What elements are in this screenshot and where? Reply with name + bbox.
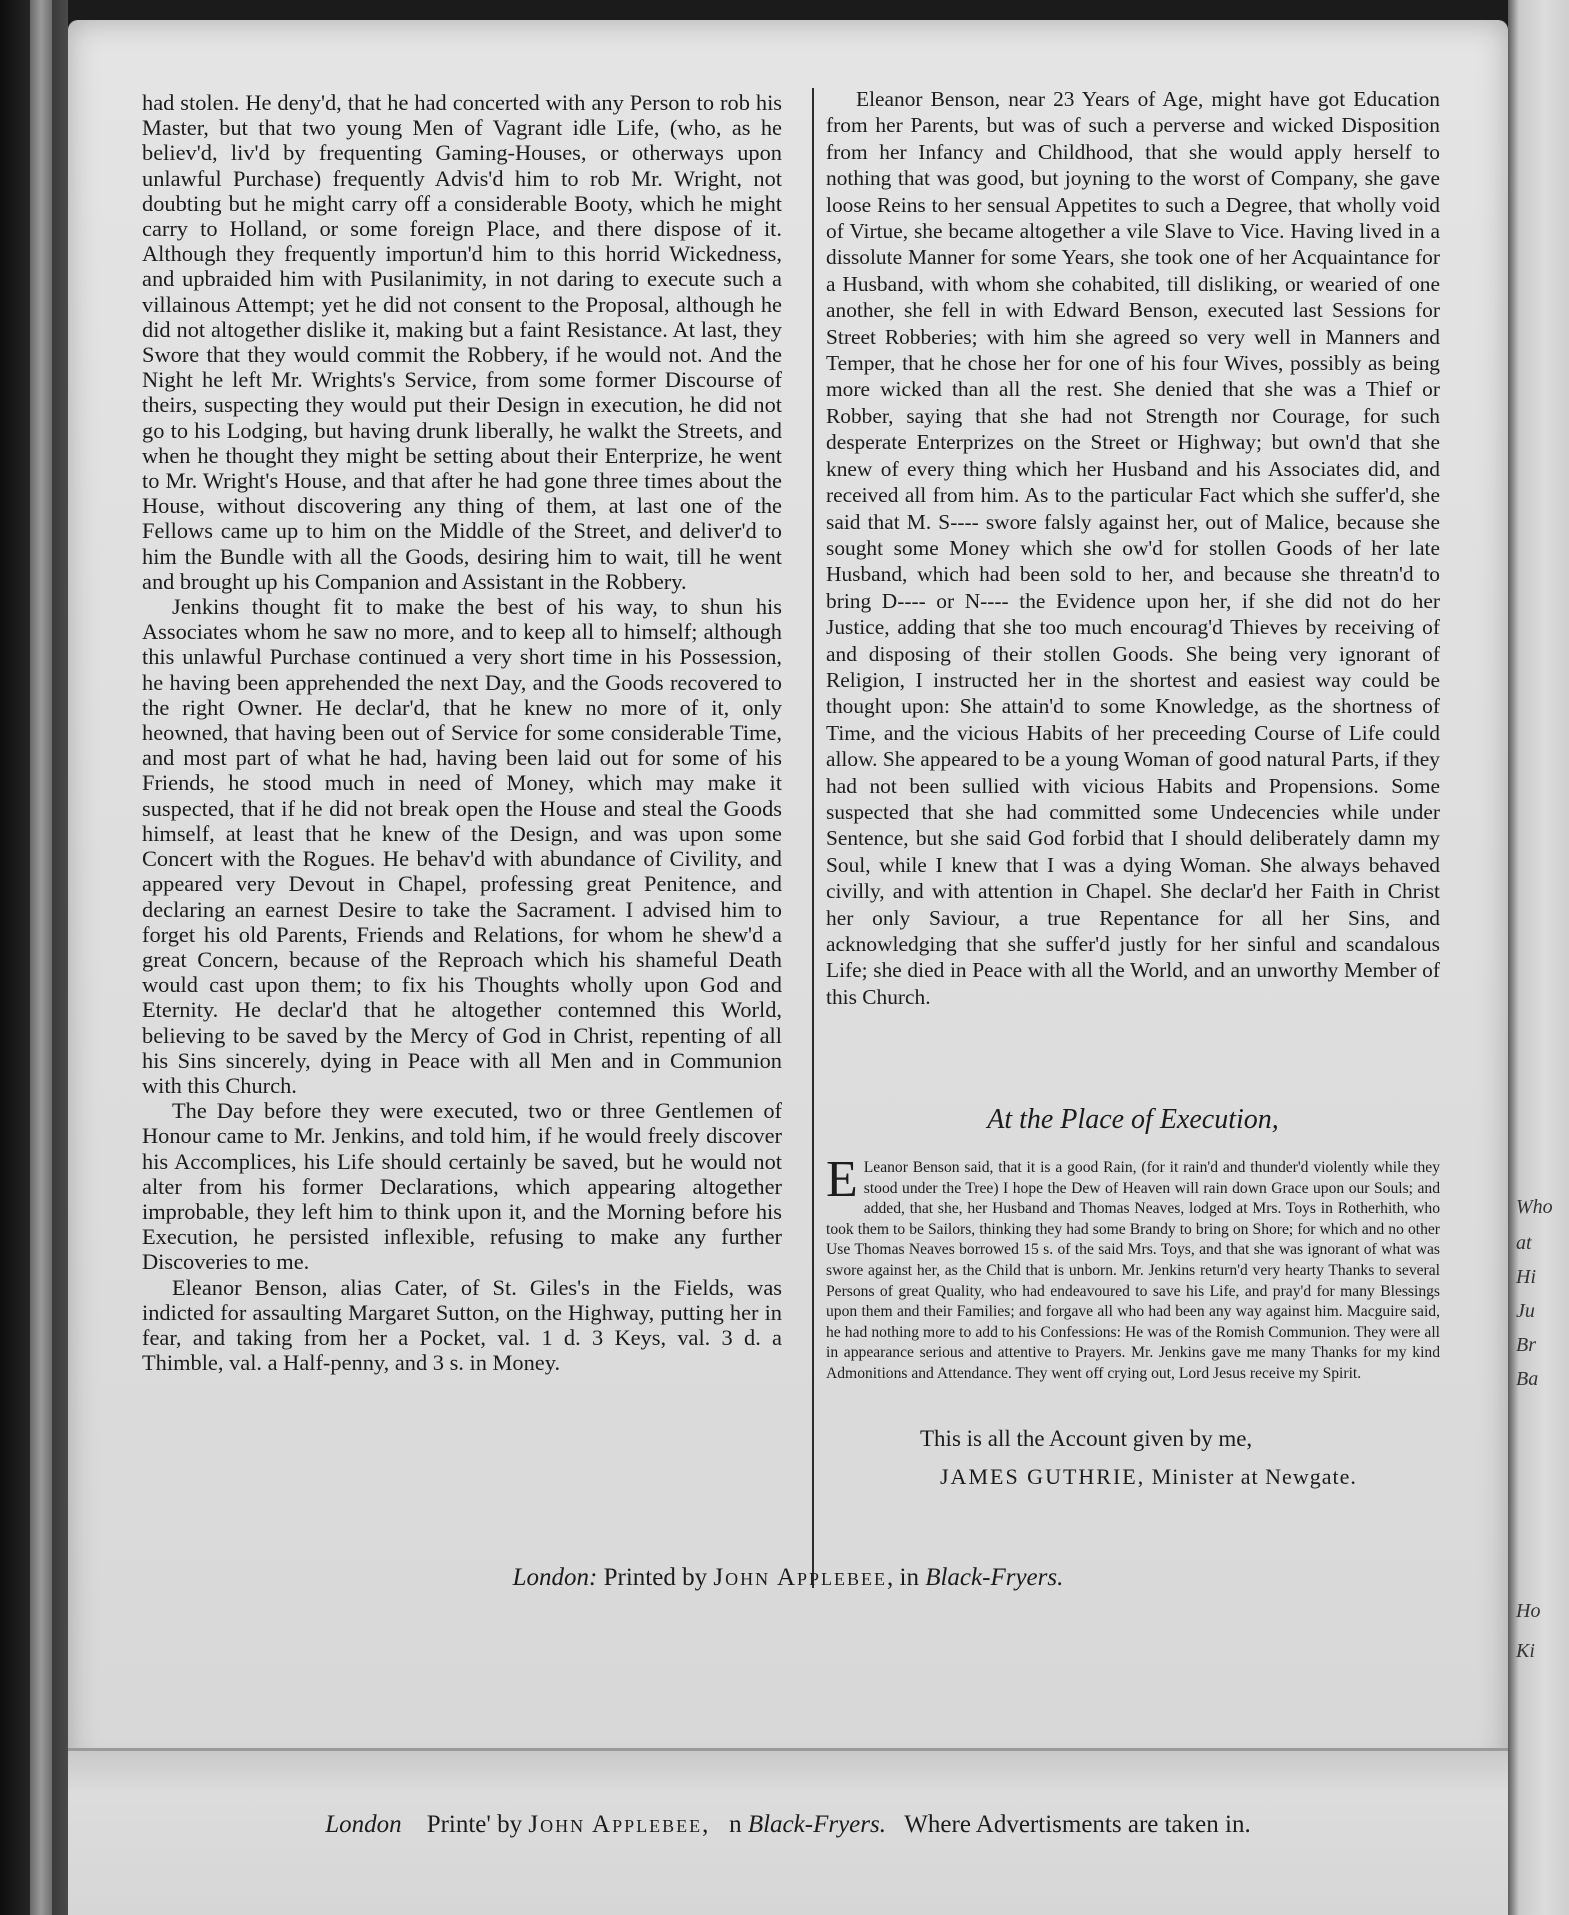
- paragraph: Jenkins thought fit to make the best of his way, to shun his Associates whom he saw no more, and to keep all to himself; although this unlawful Purchase continued a very short time in his Possession, he having been apprehended the next Day, and the Goods recovered to the right Owner. He declar'd, that he knew no more of it, only heowned, that having been out of Service for some considerable Time, and most part of what he had, having been laid out for some of his Friends, he stood much in need of Money, which may make it suspected, that if he did not break open the House and steal the Goods himself, at least that he knew of the Design, and was upon some Concert with the Rogues. He behav'd with abundance of Civility, and appeared very Devout in Chapel, professing great Penitence, and declaring an earnest Desire to take the Sacrament. I advised him to forget his old Parents, Friends and Relations, for whom he shew'd a great Concern, because of the Reproach which his shameful Death would cast upon them; to fix his Thoughts wholly upon God and Eternity. He declar'd that he altogether contemned this World, believing to be saved by the Mercy of God in Christ, repenting of all his Sins sincerely, dying in Peace with all Men and in Communion with this Church.: [142, 594, 782, 1098]
- paragraph: Eleanor Benson, alias Cater, of St. Giles's in the Fields, was indicted for assaulting Margaret Sutton, on the Highway, putting her in fear, and taking from her a Pocket, val. 1 d. 3 Keys, val. 3 d. a Thimble, val. a Half-penny, and 3 s. in Money.: [142, 1274, 782, 1376]
- binding-strip: [30, 0, 52, 1915]
- imprint-place-prefix: , in: [887, 1564, 919, 1591]
- next-page-fragment: at: [1516, 1232, 1532, 1254]
- strip-city: London: [325, 1811, 402, 1838]
- next-page-fragment: Br: [1516, 1334, 1536, 1356]
- next-page-fragment: Ju: [1516, 1300, 1535, 1322]
- imprint-city: London:: [512, 1564, 598, 1591]
- strip-imprint: [68, 1811, 1508, 1839]
- right-column: [826, 86, 1440, 1010]
- drop-cap: E: [826, 1151, 858, 1208]
- strip-printer: John Applebee,: [528, 1811, 711, 1838]
- imprint-place: Black-Fryers.: [925, 1564, 1064, 1591]
- document-page: [68, 20, 1508, 1770]
- strip-text: Printe' by: [426, 1811, 523, 1838]
- execution-heading: At the Place of Execution,: [987, 1104, 1279, 1135]
- strip-place: Black-Fryers.: [747, 1811, 886, 1838]
- paragraph: Eleanor Benson, near 23 Years of Age, might have got Education from her Parents, but was of such a perverse and wicked Disposition from her Infancy and Childhood, that she would apply herself to nothing that was good, but joyning to the worst of Company, she gave loose Reins to her sensual Appetites to such a Degree, that wholly void of Virtue, she became altogether a vile Slave to Vice. Having lived in a dissolute Manner for some Years, she took one of her Acquaintance for a Husband, with whom she cohabited, till disliking, or wearied of one another, she fell in with Edward Benson, executed last Sessions for Street Robberies; with him she agreed so very well in Manners and Temper, that he chose her for one of his four Wives, possibly as being more wicked than all the rest. She denied that she was a Thief or Robber, saying that she had not Strength nor Courage, for such desperate Enterprizes on the Street or Highway; but own'd that she knew of every thing which her Husband and his Associates did, and received all from him. As to the particular Fact which she suffer'd, she said that M. S---- swore falsly against her, out of Malice, because she sought some Money which she ow'd for stollen Goods of her late Husband, which had been sold to her, and because she threatn'd to bring D---- or N---- the Evidence upon her, if she did not do her Justice, adding that she too much encourag'd Thieves by receiving of and disposing of their stollen Goods. She being very ignorant of Religion, I instructed her in the shortest and easiest way could be thought upon: She attain'd to some Knowledge, as the shortness of Time, and the vicious Habits of her preceeding Course of Life could allow. She appeared to be a young Woman of good natural Parts, if they had not been sullied with vicious Habits and Propensions. Some suspected that she had committed some Undecencies while under Sentence, but she said God forbid that I should deliberately damn my Soul, while I knew that I was a dying Woman. She always behaved civilly, and with attention in Chapel. She declar'd her Faith in Christ her only Saviour, a true Repentance for all her Sins, and acknowledging that she suffer'd justly for her sinful and scandalous Life; she died in Peace with all the World, and an unworthy Member of this Church.: [826, 87, 1440, 1009]
- imprint-text: Printed by: [603, 1564, 708, 1591]
- next-page-fragment: Ho: [1516, 1600, 1541, 1622]
- next-page-fragment: Ba: [1516, 1368, 1539, 1390]
- signature-title: Minister at Newgate.: [1151, 1464, 1357, 1489]
- signature-name: JAMES GUTHRIE,: [940, 1464, 1146, 1489]
- paragraph: had stolen. He deny'd, that he had concerted with any Person to rob his Master, but that two young Men of Vagrant idle Life, (who, as he believ'd, liv'd by frequenting Gaming-Houses, or otherways upon unlawful Purchase) frequently Advis'd him to rob Mr. Wright, not doubting but he might carry off a considerable Booty, which he might carry to Holland, or some foreign Place, and there dispose of it. Although they frequently importun'd him to this horrid Wickedness, and upbraided him with Pusilanimity, in not daring to execute such a villainous Attempt; yet he did not consent to the Proposal, although he did not altogether dislike it, making but a faint Resistance. At last, they Swore that they would commit the Robbery, if he would not. And the Night he left Mr. Wrights's Service, from some former Discourse of theirs, suspecting they would put their Design in execution, he did not go to his Lodging, but having drunk liberally, he walkt the Streets, and when he thought they might be setting about their Enterprize, he went to Mr. Wright's House, and that after he had gone three times about the House, without discovering any thing of them, at last one of the Fellows came up to him on the Middle of the Street, and deliver'd to him the Bundle with all the Goods, desiring him to wait, till he went and brought up his Companion and Assistant in the Robbery.: [142, 90, 782, 594]
- next-page-fragment: Hi: [1516, 1266, 1536, 1288]
- next-page-fragment: Ki: [1516, 1640, 1535, 1662]
- next-page-edge: [1508, 0, 1569, 1915]
- strip-tail: Where Advertisments are taken in.: [904, 1811, 1251, 1838]
- strip-place-prefix: n: [729, 1811, 742, 1838]
- folded-strip: [68, 1748, 1508, 1915]
- paragraph: The Day before they were executed, two or three Gentlemen of Honour came to Mr. Jenkins, and told him, if he would freely discover his Accomplices, his Life should certainly be saved, but he would not alter from his former Declarations, which appearing altogether improbable, they left him to think upon it, and the Morning before his Execution, he persisted inflexible, refusing to make any further Discoveries to me.: [142, 1098, 782, 1275]
- next-page-fragment: Who: [1516, 1196, 1553, 1218]
- imprint-printer: John Applebee: [713, 1564, 888, 1591]
- execution-text: Leanor Benson said, that it is a good Rain, (for it rain'd and thunder'd violently while they stood under the Tree) I hope the Dew of Heaven will rain down Grace upon our Souls; and added, that she, her Husband and Thomas Neaves, lodged at Mrs. Toys in Rotherhith, who took them to be Sailors, thinking they had some Brandy to bring on Shore; for which and no other Use Thomas Neaves borrowed 15 s. of the said Mrs. Toys, and that she was ignorant of what was swore against her, as the Child that is unborn. Mr. Jenkins return'd very hearty Thanks to several Persons of great Quality, who had endeavoured to save his Life, and pray'd for many Blessings upon them and their Families; and forgave all who had been any way against him. Macguire said, he had nothing more to add to his Confessions: He was of the Romish Communion. They were all in appearance serious and attentive to Prayers. Mr. Jenkins gave me many Thanks for my kind Admonitions and Attendance. They went off crying out, Lord Jesus receive my Spirit.: [826, 1159, 1440, 1382]
- column-rule: [812, 88, 814, 1588]
- account-line: This is all the Account given by me,: [920, 1426, 1253, 1451]
- left-column: [142, 90, 782, 1375]
- imprint: [68, 1564, 1508, 1592]
- execution-account: [826, 1151, 1440, 1385]
- signature: [940, 1464, 1480, 1490]
